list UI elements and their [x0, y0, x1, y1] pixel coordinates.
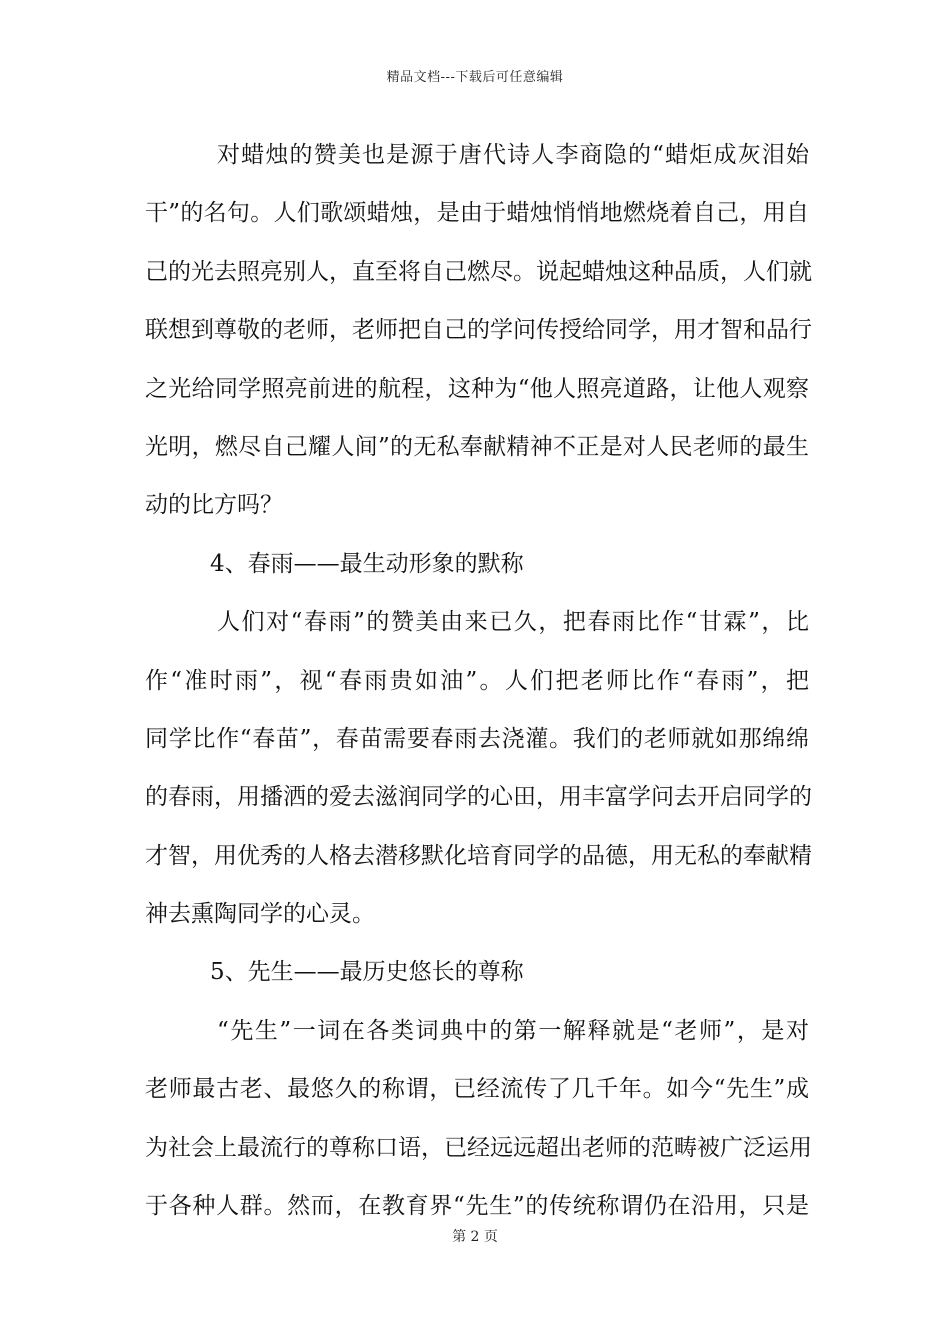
paragraph-line: 为社会上最流行的尊称口语，已经远远超出老师的范畴被广泛运用 [145, 1134, 812, 1161]
paragraph-line: 光明，燃尽自己耀人间”的无私奉献精神不正是对人民老师的最生 [145, 433, 809, 460]
paragraph-line: 干”的名句。人们歌颂蜡烛，是由于蜡烛悄悄地燃烧着自己，用自 [145, 200, 809, 227]
paragraph-line: 神去熏陶同学的心灵。 [145, 901, 375, 928]
paragraph-line: 同学比作“春苗”，春苗需要春雨去浇灌。我们的老师就如那绵绵 [145, 725, 809, 752]
paragraph-line: 的春雨，用播洒的爱去滋润同学的心田，用丰富学问去开启同学的 [145, 784, 812, 811]
paragraph-line: 对蜡烛的赞美也是源于唐代诗人李商隐的“蜡炬成灰泪始 [217, 142, 809, 168]
paragraph-line: 才智，用优秀的人格去潜移默化培育同学的品德，用无私的奉献精 [145, 842, 812, 869]
paragraph-line: 于各种人群。然而，在教育界“先生”的传统称谓仍在沿用，只是 [145, 1193, 809, 1220]
paragraph-line: 己的光去照亮别人，直至将自己燃尽。说起蜡烛这种品质，人们就 [145, 258, 812, 285]
paragraph-line: “先生”一词在各类词典中的第一解释就是“老师”，是对 [217, 1017, 809, 1044]
paragraph-line: 人们对“春雨”的赞美由来已久，把春雨比作“甘霖”，比 [217, 609, 809, 636]
page-number: 第 2 页 [452, 1229, 498, 1245]
paragraph-line: 作“准时雨”，视“春雨贵如油”。人们把老师比作“春雨”，把 [145, 667, 809, 694]
paragraph-line: 之光给同学照亮前进的航程，这种为“他人照亮道路，让他人观察 [145, 375, 809, 402]
section-heading: 4、春雨——最生动形象的默称 [210, 550, 524, 577]
paragraph-line: 联想到尊敬的老师，老师把自己的学问传授给同学，用才智和品行 [145, 317, 812, 344]
document-body [145, 126, 812, 1235]
paragraph-line: 动的比方吗？ [145, 492, 283, 519]
section-heading: 5、先生——最历史悠长的尊称 [210, 959, 524, 986]
page-header: 精品文档---下载后可任意编辑 [386, 70, 564, 85]
paragraph-line: 老师最古老、最悠久的称谓，已经流传了几千年。如今“先生”成 [145, 1076, 809, 1103]
